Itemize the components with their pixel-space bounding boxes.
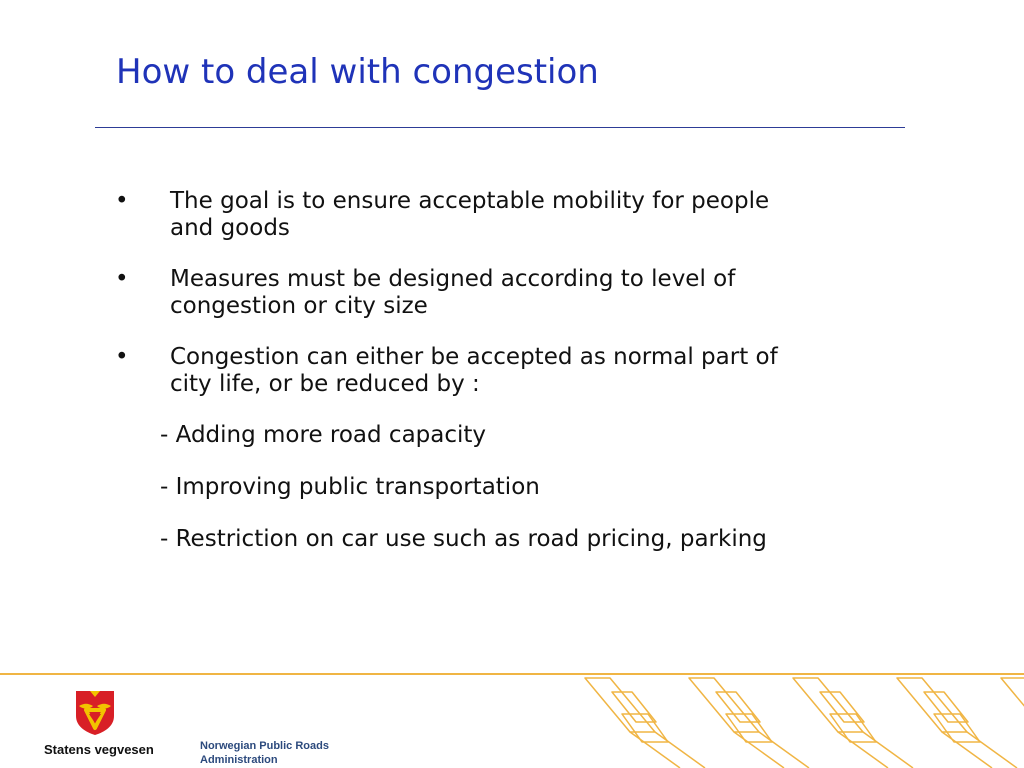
- agency-english-name: [200, 739, 390, 767]
- slide-content: [115, 188, 875, 578]
- road-pattern-unit: [1001, 678, 1024, 742]
- sub-item: - Restriction on car use such as road pricing, parking: [160, 526, 767, 552]
- bullet-marker: •: [115, 188, 129, 214]
- bullet-line: Measures must be designed according to level of: [170, 266, 736, 292]
- road-pattern-decoration: [560, 674, 1024, 768]
- title-underline: [95, 127, 905, 128]
- bullet-line: congestion or city size: [170, 293, 428, 319]
- bullet-item: [115, 266, 875, 320]
- bullet-line: city life, or be reduced by :: [170, 371, 480, 397]
- bullet-marker: •: [115, 266, 129, 292]
- sub-item: - Improving public transportation: [160, 474, 540, 500]
- sub-item: - Adding more road capacity: [160, 422, 487, 448]
- road-pattern-unit: [793, 678, 913, 768]
- agency-name: Statens vegvesen: [44, 742, 154, 757]
- road-pattern-unit: [689, 678, 809, 768]
- bullet-item: [115, 344, 875, 398]
- bullet-marker: •: [115, 344, 129, 370]
- bullet-item: [115, 188, 875, 242]
- slide-title: How to deal with congestion: [116, 52, 599, 92]
- road-pattern-unit: [897, 678, 1017, 768]
- agency-english-line: Administration: [200, 754, 278, 766]
- bullet-line: The goal is to ensure acceptable mobility for people: [170, 188, 770, 214]
- bullet-line: Congestion can either be accepted as normal part of: [170, 344, 778, 370]
- road-pattern-unit: [585, 678, 705, 768]
- agency-english-line: Norwegian Public Roads: [200, 740, 329, 752]
- statens-vegvesen-crest-icon: [72, 688, 118, 736]
- bullet-line: and goods: [170, 215, 290, 241]
